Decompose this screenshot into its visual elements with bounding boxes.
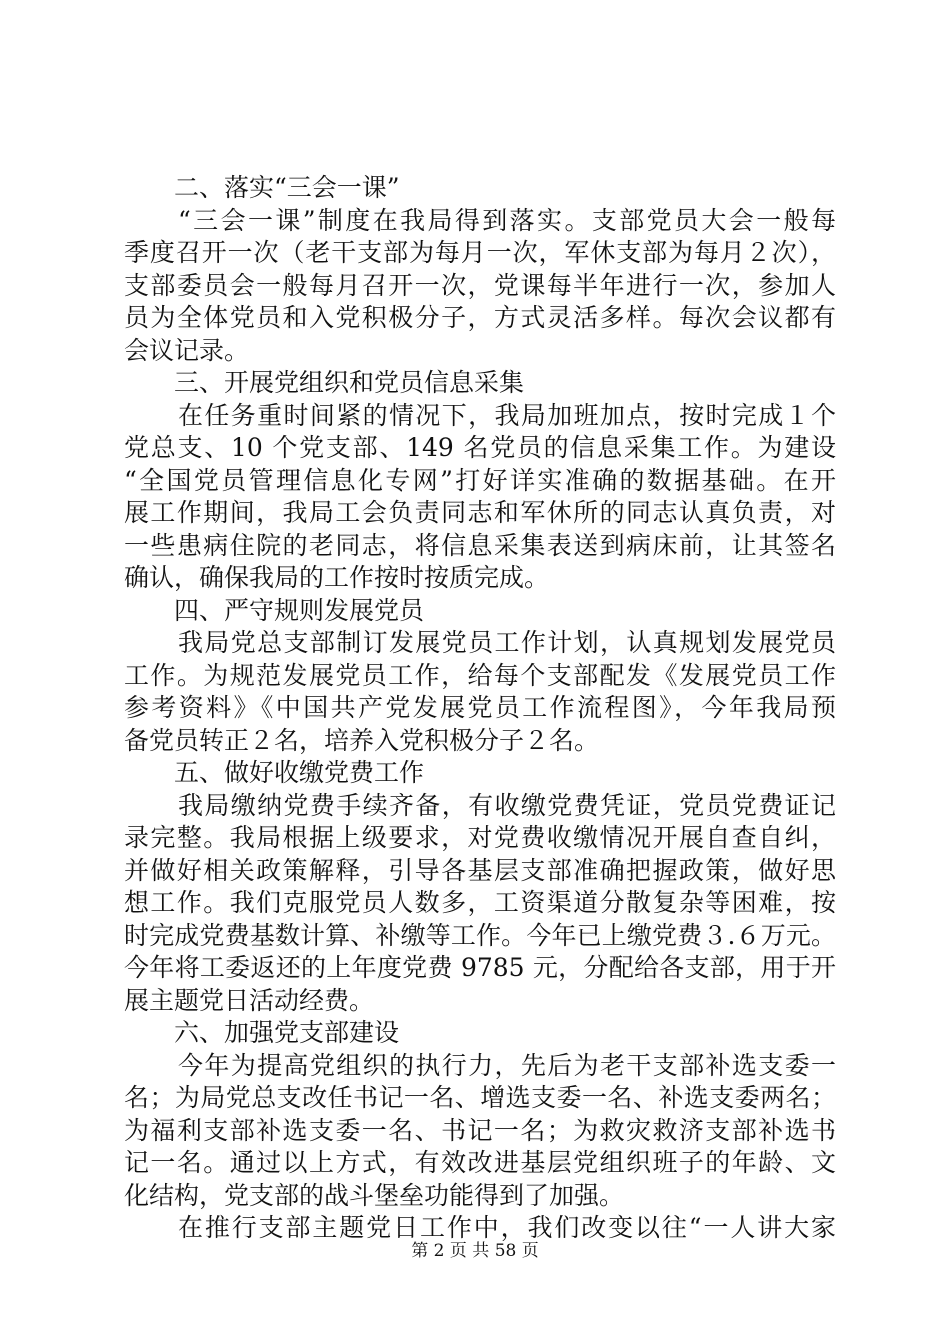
text-line: 参考资料》《中国共产党发展党员工作流程图》，今年我局预 [124, 693, 836, 722]
section-heading: 五、做好收缴党费工作 [174, 758, 425, 787]
text-line: 并做好相关政策解释，引导各基层支部准确把握政策，做好思 [124, 855, 836, 885]
text-line: 今年为提高党组织的执行力，先后为老干支部补选支委一 [178, 1050, 836, 1080]
page-footer: 第 2 页 共 58 页 [411, 1241, 539, 1261]
text-line: 我局缴纳党费手续齐备，有收缴党费凭证，党员党费证记 [178, 790, 836, 820]
text-line: 为福利支部补选支委一名、书记一名；为救灾救济支部补选书 [124, 1115, 836, 1145]
section-heading: 二、落实“三会一课” [174, 173, 400, 202]
text-line: 备党员转正２名，培养入党积极分子２名。 [124, 725, 600, 755]
text-line: 确认，确保我局的工作按时按质完成。 [124, 563, 550, 592]
text-line: 展工作期间，我局工会负责同志和军休所的同志认真负责，对 [124, 498, 836, 527]
text-line: 想工作。我们克服党员人数多，工资渠道分散复杂等困难，按 [124, 888, 836, 917]
section-heading: 三、开展党组织和党员信息采集 [174, 368, 525, 397]
section-heading: 四、严守规则发展党员 [174, 595, 425, 625]
text-line: “全国党员管理信息化专网”打好详实准确的数据基础。在开 [124, 465, 836, 495]
text-line: 记一名。通过以上方式，有效改进基层党组织班子的年龄、文 [124, 1148, 836, 1177]
text-line: 支部委员会一般每月召开一次，党课每半年进行一次，参加人 [124, 270, 836, 300]
section-heading: 六、加强党支部建设 [174, 1018, 400, 1047]
text-line: 会议记录。 [124, 335, 250, 365]
text-line: 化结构，党支部的战斗堡垒功能得到了加强。 [124, 1180, 625, 1210]
text-line: 名；为局党总支改任书记一名、增选支委一名、补选支委两名； [124, 1083, 836, 1112]
text-line: 党总支、10 个党支部、149 名党员的信息采集工作。为建设 [124, 433, 836, 462]
text-line: 展主题党日活动经费。 [124, 985, 375, 1015]
text-line: 一些患病住院的老同志，将信息采集表送到病床前，让其签名 [124, 530, 836, 560]
document-body [124, 172, 836, 1245]
text-line: 工作。为规范发展党员工作，给每个支部配发《发展党员工作 [124, 660, 836, 690]
text-line: 时完成党费基数计算、补缴等工作。今年已上缴党费３.６万元。 [124, 920, 836, 950]
text-line: “三会一课”制度在我局得到落实。支部党员大会一般每 [178, 205, 836, 235]
text-line: 今年将工委返还的上年度党费 9785 元，分配给各支部，用于开 [124, 953, 836, 982]
text-line: 季度召开一次（老干支部为每月一次，军休支部为每月２次）， [124, 238, 836, 267]
text-line: 在推行支部主题党日工作中，我们改变以往“一人讲大家 [178, 1213, 836, 1242]
text-line: 我局党总支部制订发展党员工作计划，认真规划发展党员 [178, 628, 836, 657]
text-line: 录完整。我局根据上级要求，对党费收缴情况开展自查自纠， [124, 823, 836, 852]
text-line: 在任务重时间紧的情况下，我局加班加点，按时完成１个 [178, 400, 836, 430]
text-line: 员为全体党员和入党积极分子，方式灵活多样。每次会议都有 [124, 303, 836, 332]
